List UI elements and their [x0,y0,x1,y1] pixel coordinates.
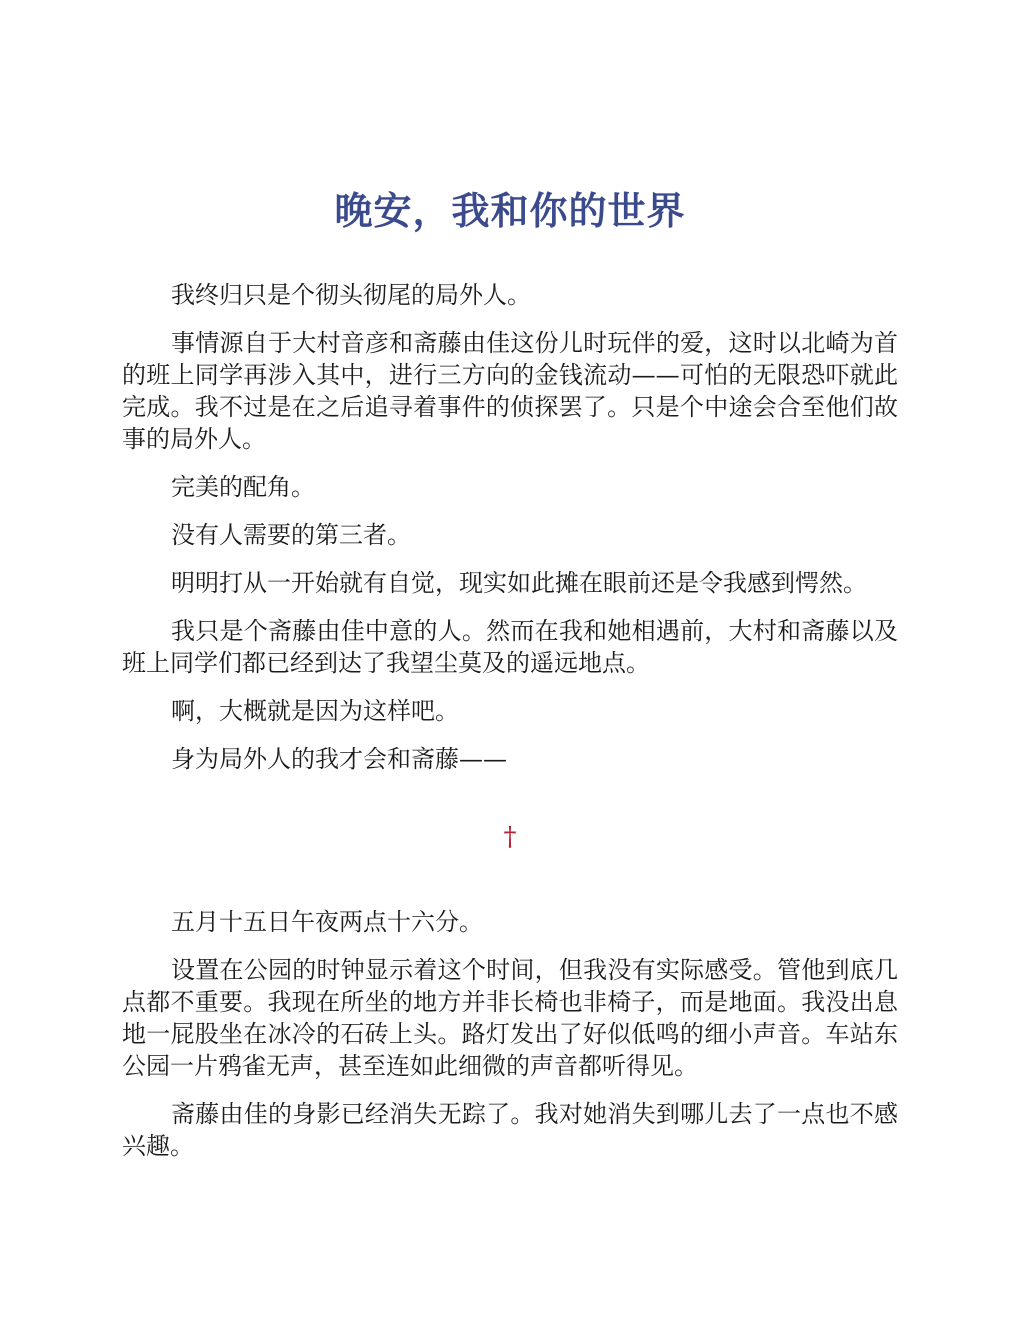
paragraph: 啊，大概就是因为这样吧。 [171,697,459,725]
section-second [122,906,898,1178]
paragraph: 我终归只是个彻头彻尾的局外人。 [171,281,531,309]
chapter-title: 晚安，我和你的世界 [334,189,686,234]
paragraph: 没有人需要的第三者。 [171,521,411,549]
section-separator-dagger: † [503,822,517,852]
paragraph: 我只是个斋藤由佳中意的人。然而在我和她相遇前，大村和斋藤以及班上同学们都已经到达了我望尘莫及的遥远地点。 [122,617,898,677]
paragraph: 身为局外人的我才会和斋藤—— [171,745,507,773]
paragraph: 设置在公园的时钟显示着这个时间，但我没有实际感受。管他到底几点都不重要。我现在所坐的地方并非长椅也非椅子，而是地面。我没出息地一屁股坐在冰冷的石砖上头。路灯发出了好似低鸣的细小声音。车站东公园一片鸦雀无声，甚至连如此细微的声音都听得见。 [122,956,898,1080]
paragraph: 完美的配角。 [171,473,315,501]
section-first [122,279,898,791]
paragraph: 五月十五日午夜两点十六分。 [171,908,483,936]
paragraph: 事情源自于大村音彦和斋藤由佳这份儿时玩伴的爱，这时以北崎为首的班上同学再涉入其中，进行三方向的金钱流动——可怕的无限恐吓就此完成。我不过是在之后追寻着事件的侦探罢了。只是个中途会合至他们故事的局外人。 [122,329,898,453]
paragraph: 明明打从一开始就有自觉，现实如此摊在眼前还是令我感到愕然。 [171,569,867,597]
paragraph: 斋藤由佳的身影已经消失无踪了。我对她消失到哪儿去了一点也不感兴趣。 [122,1100,898,1160]
